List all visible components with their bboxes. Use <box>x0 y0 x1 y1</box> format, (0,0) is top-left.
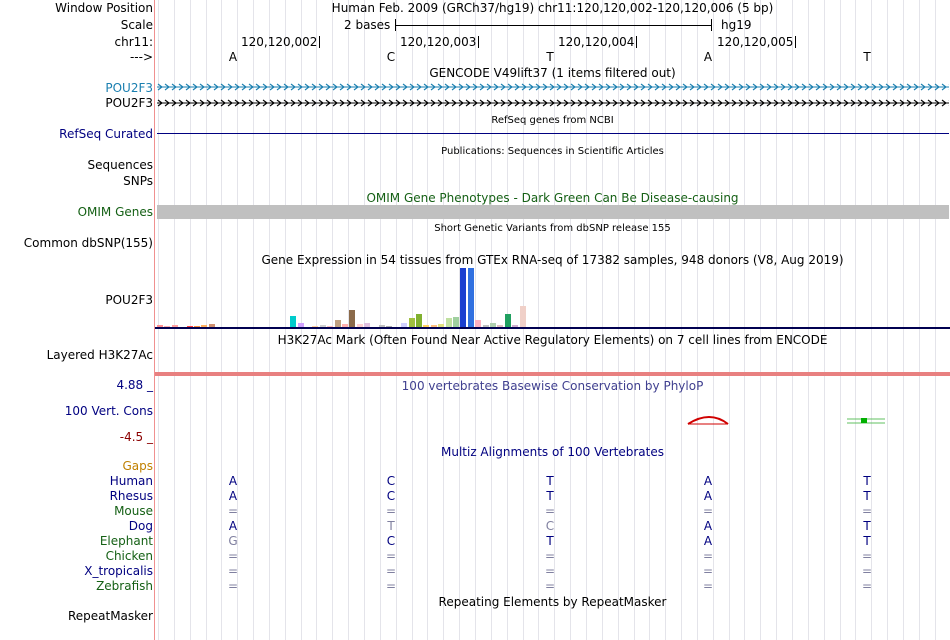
phylop-max: 4.88 _ <box>116 378 153 392</box>
gencode-track-title[interactable]: GENCODE V49lift37 (1 items filtered out) <box>429 66 676 80</box>
multiz-base: A <box>228 489 238 503</box>
window-position-label: Window Position <box>55 1 153 15</box>
scale-label: Scale <box>120 18 153 32</box>
gtex-tissue-bar[interactable] <box>505 314 511 328</box>
gridline <box>840 0 841 640</box>
multiz-base: = <box>702 579 714 593</box>
refseq-gene-line[interactable] <box>157 133 949 134</box>
gencode-row-1-gene[interactable] <box>157 83 949 91</box>
gridline <box>855 0 856 640</box>
gtex-tissue-bar[interactable] <box>468 268 474 328</box>
refseq-track-title[interactable]: RefSeq genes from NCBI <box>491 115 614 126</box>
gtex-tissue-bar[interactable] <box>416 314 422 328</box>
multiz-species-label[interactable]: Mouse <box>114 504 153 518</box>
publications-track-title[interactable]: Publications: Sequences in Scientific Articles <box>441 146 664 157</box>
multiz-base: A <box>703 474 713 488</box>
multiz-base: T <box>863 474 871 488</box>
multiz-base: = <box>227 504 239 518</box>
multiz-base: = <box>385 549 397 563</box>
gencode-row-1-label[interactable]: POU2F3 <box>105 81 153 95</box>
dbsnp-label[interactable]: Common dbSNP(155) <box>23 236 153 250</box>
multiz-base: = <box>227 549 239 563</box>
dbsnp-track-title[interactable]: Short Genetic Variants from dbSNP release 155 <box>434 223 671 234</box>
multiz-base: T <box>546 474 554 488</box>
repeatmasker-label[interactable]: RepeatMasker <box>67 609 153 623</box>
multiz-base: = <box>702 564 714 578</box>
multiz-base: = <box>702 549 714 563</box>
phylop-min: -4.5 _ <box>119 430 153 444</box>
omim-label[interactable]: OMIM Genes <box>77 205 153 219</box>
refseq-label[interactable]: RefSeq Curated <box>59 127 153 141</box>
gridline <box>681 0 682 640</box>
multiz-base: T <box>863 519 871 533</box>
repeatmasker-track-title[interactable]: Repeating Elements by RepeatMasker <box>438 595 667 609</box>
scale-text: 2 bases <box>344 18 391 32</box>
multiz-species-label[interactable]: Elephant <box>99 534 153 548</box>
multiz-species-label[interactable]: X_tropicalis <box>84 564 153 578</box>
multiz-base: A <box>703 489 713 503</box>
gridline <box>649 0 650 640</box>
h3k27ac-track-title[interactable]: H3K27Ac Mark (Often Found Near Active Regulatory Elements) on 7 cell lines from ENCODE <box>277 333 828 347</box>
h3k27ac-label[interactable]: Layered H3K27Ac <box>46 348 153 362</box>
gtex-tissue-bar[interactable] <box>460 268 466 328</box>
gtex-tissue-bar[interactable] <box>520 306 526 328</box>
multiz-species-label[interactable]: Dog <box>128 519 153 533</box>
multiz-base: T <box>863 534 871 548</box>
position-tick-3: 120,120,004 <box>558 35 637 49</box>
gridline <box>570 0 571 640</box>
multiz-track-title[interactable]: Multiz Alignments of 100 Vertebrates <box>440 445 665 459</box>
multiz-base: = <box>544 579 556 593</box>
multiz-base: = <box>544 564 556 578</box>
gtex-bar-chart[interactable] <box>157 267 557 328</box>
multiz-base: = <box>385 579 397 593</box>
ref-base-1: A <box>228 50 238 64</box>
scale-bar <box>344 17 752 33</box>
multiz-base: = <box>227 579 239 593</box>
multiz-base: C <box>545 519 555 533</box>
gencode-row-2-gene[interactable] <box>157 99 949 107</box>
gridline <box>634 0 635 640</box>
gtex-track-title[interactable]: Gene Expression in 54 tissues from GTEx RNA-seq of 17382 samples, 948 donors (V8, Aug 2019) <box>261 253 844 267</box>
omim-phenotype-bar[interactable] <box>157 205 949 219</box>
h3k27ac-signal[interactable] <box>155 372 950 376</box>
gridline <box>919 0 920 640</box>
gridline <box>887 0 888 640</box>
gencode-row-2-label[interactable]: POU2F3 <box>105 96 153 110</box>
multiz-species-label[interactable]: Chicken <box>105 549 153 563</box>
multiz-base: T <box>863 489 871 503</box>
gaps-label[interactable]: Gaps <box>122 459 153 473</box>
gridline <box>808 0 809 640</box>
gridline <box>729 0 730 640</box>
gridline <box>824 0 825 640</box>
gridline <box>697 0 698 640</box>
ref-base-3: T <box>546 50 554 64</box>
multiz-base: T <box>387 519 395 533</box>
snps-label[interactable]: SNPs <box>123 174 153 188</box>
gridline <box>760 0 761 640</box>
position-tick-2: 120,120,003 <box>400 35 479 49</box>
gtex-baseline <box>155 327 950 329</box>
gridline <box>744 0 745 640</box>
ref-base-4: A <box>703 50 713 64</box>
gencode-row-1-chevrons <box>157 83 949 91</box>
scale-line <box>395 25 711 26</box>
window-position-value: Human Feb. 2009 (GRCh37/hg19) chr11:120,120,002-120,120,006 (5 bp) <box>331 1 774 15</box>
gridline <box>776 0 777 640</box>
multiz-base: A <box>228 474 238 488</box>
gridline <box>618 0 619 640</box>
ref-base-2: C <box>386 50 396 64</box>
sequences-label[interactable]: Sequences <box>87 158 153 172</box>
position-tick-4: 120,120,005 <box>717 35 796 49</box>
multiz-base: = <box>861 579 873 593</box>
label-divider <box>154 0 155 640</box>
multiz-base: A <box>703 534 713 548</box>
phylop-track-title[interactable]: 100 vertebrates Basewise Conservation by PhyloP <box>401 379 704 393</box>
multiz-base: = <box>385 564 397 578</box>
phylop-label[interactable]: 100 Vert. Cons <box>64 404 153 418</box>
phylop-negative-peak <box>680 414 740 426</box>
strand-label: ---> <box>129 50 153 64</box>
multiz-base: T <box>546 489 554 503</box>
gencode-row-2-chevrons <box>157 99 949 107</box>
gridline <box>935 0 936 640</box>
omim-track-title[interactable]: OMIM Gene Phenotypes - Dark Green Can Be Disease-causing <box>366 191 739 205</box>
multiz-species-label[interactable]: Human <box>109 474 153 488</box>
chrom-label: chr11: <box>114 35 153 49</box>
phylop-positive-peak <box>845 416 890 426</box>
multiz-base: A <box>703 519 713 533</box>
multiz-base: G <box>228 534 238 548</box>
scale-tick-right <box>711 19 712 31</box>
multiz-species-label[interactable]: Rhesus <box>109 489 153 503</box>
multiz-base: = <box>544 549 556 563</box>
multiz-species-label[interactable]: Zebrafish <box>96 579 153 593</box>
gridline <box>903 0 904 640</box>
multiz-base: = <box>227 564 239 578</box>
multiz-base: = <box>544 504 556 518</box>
multiz-base: = <box>702 504 714 518</box>
gridline <box>665 0 666 640</box>
multiz-base: = <box>861 504 873 518</box>
position-tick-1: 120,120,002 <box>241 35 320 49</box>
multiz-base: C <box>386 474 396 488</box>
gridline <box>602 0 603 640</box>
gridline <box>586 0 587 640</box>
multiz-base: = <box>861 564 873 578</box>
gtex-tissue-bar[interactable] <box>349 310 355 328</box>
multiz-base: A <box>228 519 238 533</box>
multiz-base: = <box>385 504 397 518</box>
multiz-base: C <box>386 489 396 503</box>
multiz-base: = <box>861 549 873 563</box>
multiz-base: T <box>546 534 554 548</box>
multiz-base: C <box>386 534 396 548</box>
ref-base-5: T <box>863 50 871 64</box>
gtex-label[interactable]: POU2F3 <box>105 293 153 307</box>
scale-assembly: hg19 <box>721 18 752 32</box>
gridline <box>792 0 793 640</box>
